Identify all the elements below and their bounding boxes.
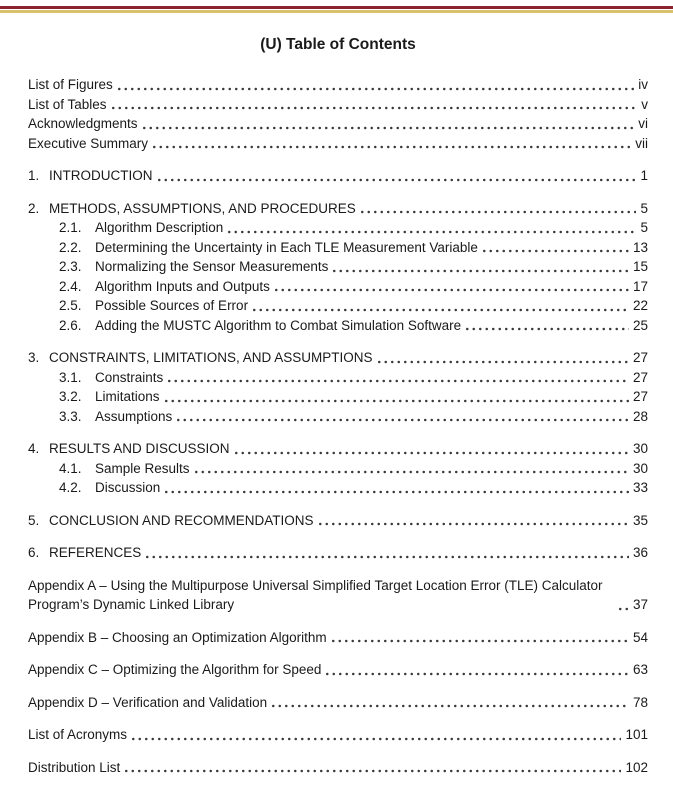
toc-entry-label: Distribution List: [28, 759, 121, 775]
toc-entry-label: CONCLUSION AND RECOMMENDATIONS: [49, 512, 314, 528]
toc-entry-label: Sample Results: [95, 460, 190, 476]
dot-leader: [163, 482, 629, 498]
toc-entry: [28, 296, 648, 316]
toc-entry: [28, 478, 648, 498]
section-group-4: [28, 439, 648, 498]
toc-entry-number: 2.: [28, 200, 40, 216]
dot-leader: [481, 241, 629, 257]
dot-leader: [233, 443, 629, 459]
dot-leader: [141, 118, 635, 134]
toc-entry-number: 4.2.: [59, 480, 82, 495]
toc-entry-label: List of Tables: [28, 96, 107, 112]
toc-entry-number: 3.1.: [59, 369, 82, 385]
toc-entry: [28, 95, 648, 115]
section-group-5: [28, 511, 648, 531]
toc-entry: [28, 628, 648, 648]
toc-page: [0, 36, 673, 795]
dot-leader: [193, 462, 629, 478]
toc-entry-label: Limitations: [95, 389, 160, 404]
toc-entry-label: Algorithm Inputs and Outputs: [95, 278, 270, 294]
dot-leader: [166, 371, 629, 387]
toc-entry-page: 17: [632, 278, 648, 294]
toc-entry-page: v: [641, 96, 648, 112]
toc-entry-label: RESULTS AND DISCUSSION: [49, 441, 230, 456]
toc-entry: [28, 257, 648, 277]
dot-leader: [175, 410, 629, 426]
toc-entry-label: Acknowledgments: [28, 116, 138, 131]
toc-entry-number: 6.: [28, 545, 40, 560]
toc-entry: [28, 218, 648, 238]
toc-entry: [28, 543, 648, 563]
toc-entry-page: vi: [638, 116, 648, 131]
toc-entry: [28, 114, 648, 134]
toc-entry: [28, 277, 648, 297]
front-matter-group: [28, 75, 648, 153]
toc-entry-number: 2.2.: [59, 239, 82, 255]
toc-entry-label: Assumptions: [95, 408, 173, 424]
toc-entry-label: Normalizing the Sensor Measurements: [95, 259, 329, 274]
page-top-border: [0, 0, 673, 13]
toc-entry-page: 63: [632, 662, 648, 677]
toc-entry-label: Constraints: [95, 369, 164, 385]
toc-entry-page: 27: [632, 389, 648, 404]
dot-leader: [330, 631, 629, 647]
dot-leader: [359, 202, 637, 218]
toc-entry-label: Appendix C – Optimizing the Algorithm for Speed: [28, 662, 322, 677]
toc-entry: [28, 758, 648, 778]
toc-entry: [28, 199, 648, 219]
section-group-2: [28, 199, 648, 336]
toc-entry-number: 2.3.: [59, 259, 82, 274]
dot-leader: [144, 547, 629, 563]
toc-entry-page: 5: [640, 200, 648, 216]
dot-leader: [617, 599, 629, 615]
appendix-a-group: [28, 576, 648, 615]
dot-leader: [116, 79, 634, 95]
toc-entry-page: 13: [632, 239, 648, 255]
top-border-gold-bar: [0, 10, 673, 13]
toc-entry-number: 3.: [28, 350, 40, 365]
toc-entry: [28, 166, 648, 186]
toc-entry: [28, 348, 648, 368]
toc-entry-page: 25: [632, 317, 648, 333]
toc-entry-number: 4.: [28, 441, 40, 456]
toc-entry: [28, 316, 648, 336]
dot-leader: [123, 761, 621, 777]
toc-entry-label: List of Acronyms: [28, 727, 128, 742]
toc-entry: [28, 660, 648, 680]
dot-leader: [130, 729, 621, 745]
toc-entry-page: 30: [632, 460, 648, 476]
appendix-d-group: [28, 693, 648, 713]
toc-entry-number: 2.1.: [59, 220, 82, 235]
toc-entry-page: 15: [632, 259, 648, 274]
toc-entry: [28, 134, 648, 154]
toc-entry-page: vii: [635, 135, 648, 151]
toc-entry: [28, 511, 648, 531]
section-group-6: [28, 543, 648, 563]
acronyms-group: [28, 725, 648, 745]
dot-leader: [163, 391, 629, 407]
toc-entry: [28, 368, 648, 388]
toc-entry-label: Appendix B – Choosing an Optimization Algorithm: [28, 629, 327, 645]
toc-entry-page: iv: [638, 77, 648, 92]
dot-leader: [324, 664, 629, 680]
toc-entry: [28, 693, 648, 713]
dot-leader: [156, 170, 637, 186]
toc-entry: [28, 238, 648, 258]
toc-entry-label: Adding the MUSTC Algorithm to Combat Simulation Software: [95, 317, 462, 333]
toc-entry-page: 22: [632, 298, 648, 313]
toc-entry-label: Appendix D – Verification and Validation: [28, 694, 268, 710]
toc-entry-page: 102: [625, 759, 648, 775]
toc-entry-label: Executive Summary: [28, 135, 149, 151]
section-group-1: [28, 166, 648, 186]
toc-entry-label: METHODS, ASSUMPTIONS, AND PROCEDURES: [49, 200, 356, 216]
toc-entry-label: List of Figures: [28, 77, 113, 92]
toc-entry-page: 27: [632, 369, 648, 385]
dot-leader: [331, 261, 629, 277]
dot-leader: [110, 98, 638, 114]
dot-leader: [226, 222, 636, 238]
toc-entry-page: 30: [632, 441, 648, 456]
toc-entry-page: 101: [625, 727, 648, 742]
dot-leader: [273, 280, 629, 296]
dot-leader: [251, 300, 629, 316]
toc-entry: [28, 459, 648, 479]
toc-entry-number: 1.: [28, 168, 40, 183]
toc-entry-number: 3.3.: [59, 408, 82, 424]
toc-entry-page: 27: [632, 350, 648, 365]
dot-leader: [464, 319, 629, 335]
toc-entry-number: 2.4.: [59, 278, 82, 294]
toc-entry-label: Determining the Uncertainty in Each TLE Measurement Variable: [95, 239, 478, 255]
toc-entry-label: Appendix A – Using the Multipurpose Universal Simplified Target Location Error (TLE) Calculator Program’s Dynamic Linked Library: [28, 577, 603, 612]
dot-leader: [317, 514, 629, 530]
section-group-3: [28, 348, 648, 426]
toc-entry-page: 54: [632, 629, 648, 645]
toc-entry: [28, 75, 648, 95]
toc-entry: [28, 407, 648, 427]
toc-entry-label: REFERENCES: [49, 545, 142, 560]
toc-entry-page: 36: [632, 545, 648, 560]
toc-entry-number: 5.: [28, 512, 40, 528]
dot-leader: [270, 696, 629, 712]
toc-entry-page: 1: [640, 168, 648, 183]
toc-entry: [28, 439, 648, 459]
toc-entry-label: Possible Sources of Error: [95, 298, 249, 313]
toc-entry-page: 5: [640, 220, 648, 235]
toc-entry: [28, 725, 648, 745]
toc-entry-page: 78: [632, 694, 648, 710]
toc-entry-number: 2.6.: [59, 317, 82, 333]
toc-entry-label: CONSTRAINTS, LIMITATIONS, AND ASSUMPTIONS: [49, 350, 373, 365]
toc-entry-label: Algorithm Description: [95, 220, 224, 235]
distribution-list-group: [28, 758, 648, 778]
toc-entry-page: 35: [632, 512, 648, 528]
toc-entry-label: Discussion: [95, 480, 161, 495]
toc-entry-page: 33: [632, 480, 648, 495]
toc-entry-page: 37: [632, 597, 648, 612]
toc-entry: [28, 576, 648, 615]
appendix-c-group: [28, 660, 648, 680]
dot-leader: [376, 352, 629, 368]
toc-entry-label: INTRODUCTION: [49, 168, 153, 183]
appendix-b-group: [28, 628, 648, 648]
dot-leader: [151, 137, 631, 153]
toc-entry-page: 28: [632, 408, 648, 424]
toc-entry-number: 2.5.: [59, 298, 82, 313]
toc-entry-number: 3.2.: [59, 389, 82, 404]
toc-entry: [28, 387, 648, 407]
toc-entry-number: 4.1.: [59, 460, 82, 476]
page-title: (U) Table of Contents: [260, 36, 416, 53]
